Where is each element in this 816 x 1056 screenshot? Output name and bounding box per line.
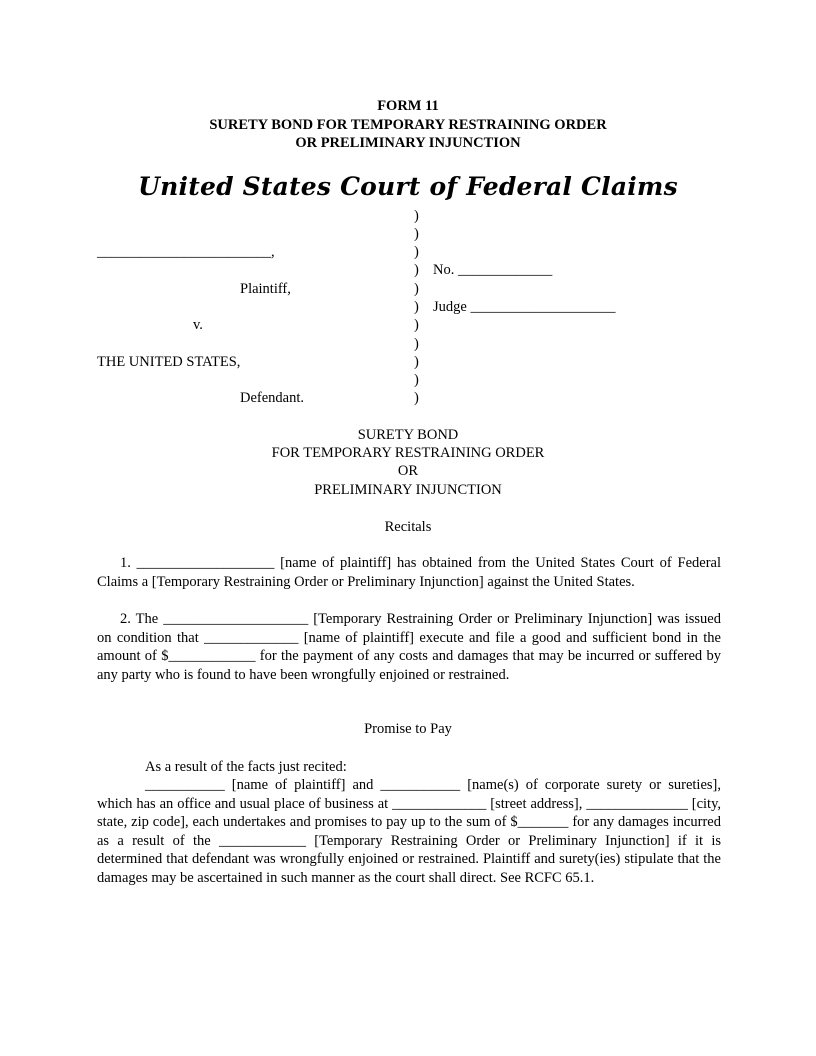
court-name: United States Court of Federal Claims bbox=[138, 172, 678, 201]
recital-item-1: 1. ___________________ [name of plaintiff] has obtained from the United States Court of Federal Claims a [Temporary Restraining Order or Preliminary Injunction] against the United States. bbox=[97, 555, 721, 590]
form-title-line2: OR PRELIMINARY INJUNCTION bbox=[295, 135, 521, 151]
promise-body: ___________ [name of plaintiff] and ___________ [name(s) of corporate surety or sureties], which has an office and usual place of business at _____________ [street address], ______________ [city, state, zip code], each undertakes and promises to pay up to the sum of $_______ for any damages incurred as a result of the ____________ [Temporary Restraining Order or Preliminary Injunction] if it is determined that defendant was wrongfully enjoined or restrained. Plaintiff and surety(ies) stipulate that the damages may be ascertained in such manner as the court shall direct. See RCFC 65.1. bbox=[97, 777, 721, 886]
bond-title-line2: FOR TEMPORARY RESTRAINING ORDER bbox=[271, 445, 545, 461]
caption-paren: ) bbox=[414, 262, 419, 278]
form-number: FORM 11 bbox=[377, 98, 439, 114]
recital-item-2: 2. The ____________________ [Temporary Restraining Order or Preliminary Injunction] was issued on condition that _____________ [name of plaintiff] execute and file a good and sufficient bond in the amount of $____________ for the payment of any costs and damages that may be incurred or suffered by any party who is found to have been wrongfully enjoined or restrained. bbox=[97, 611, 721, 683]
caption-paren: ) bbox=[414, 336, 419, 352]
caption-paren: ) bbox=[414, 372, 419, 388]
promise-heading: Promise to Pay bbox=[364, 721, 452, 737]
defendant-label: Defendant. bbox=[240, 390, 305, 406]
caption-paren: ) bbox=[414, 354, 419, 370]
bond-title-line3: OR bbox=[397, 463, 419, 479]
case-number-field: No. _____________ bbox=[433, 262, 553, 278]
form-title-line1: SURETY BOND FOR TEMPORARY RESTRAINING ORDER bbox=[209, 117, 607, 133]
plaintiff-label: Plaintiff, bbox=[240, 281, 291, 297]
recitals-heading: Recitals bbox=[384, 519, 432, 535]
caption-paren: ) bbox=[414, 244, 419, 260]
caption-paren: ) bbox=[414, 281, 419, 297]
versus-label: v. bbox=[193, 317, 203, 333]
caption-paren: ) bbox=[414, 226, 419, 242]
caption-paren: ) bbox=[414, 390, 419, 406]
plaintiff-name-blank: ________________________, bbox=[97, 244, 275, 260]
defendant-name: THE UNITED STATES, bbox=[97, 354, 241, 370]
bond-title-line1: SURETY BOND bbox=[357, 427, 459, 443]
promise-intro: As a result of the facts just recited: bbox=[145, 759, 347, 775]
judge-field: Judge ____________________ bbox=[433, 299, 616, 315]
caption-paren: ) bbox=[414, 299, 419, 315]
caption-paren: ) bbox=[414, 317, 419, 333]
caption-paren: ) bbox=[414, 208, 419, 224]
bond-title-line4: PRELIMINARY INJUNCTION bbox=[314, 482, 502, 498]
